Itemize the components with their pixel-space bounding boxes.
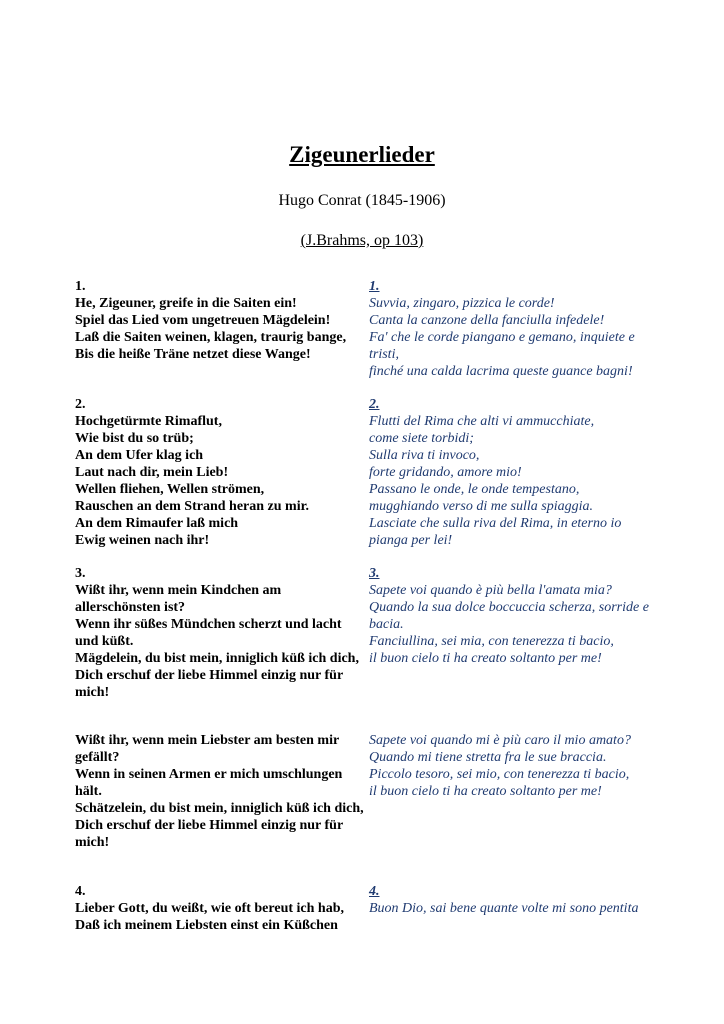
song-number-it: 1. — [369, 279, 380, 294]
verse-line: Suvvia, zingaro, pizzica le corde! — [369, 296, 555, 311]
verse-line: forte gridando, amore mio! — [369, 465, 522, 480]
italian-text-1 — [369, 278, 659, 380]
song-number-de: 4. — [75, 884, 86, 899]
verse-line: Wißt ihr, wenn mein Liebster am besten mir gefällt? — [75, 733, 339, 765]
verse-line: Wie bist du so trüb; — [75, 431, 194, 446]
verse-line: Laut nach dir, mein Lieb! — [75, 465, 229, 480]
song-number-it: 4. — [369, 884, 380, 899]
verse-line: Rauschen an dem Strand heran zu mir. — [75, 499, 310, 514]
verse-line: Fa' che le corde piangano e gemano, inquiete e tristi, — [369, 330, 635, 362]
verse-line: An dem Ufer klag ich — [75, 448, 204, 463]
verse-line: Flutti del Rima che alti vi ammucchiate, — [369, 414, 595, 429]
verse-line: Daß ich meinem Liebsten einst ein Küßchen — [75, 918, 338, 933]
verse-line: Sapete voi quando è più bella l'amata mia? — [369, 583, 612, 598]
verse-line: Lasciate che sulla riva del Rima, in eterno io pianga per lei! — [369, 516, 622, 548]
verse-line: come siete torbidi; — [369, 431, 474, 446]
verse-line: Passano le onde, le onde tempestano, — [369, 482, 580, 497]
german-text-2 — [75, 396, 365, 549]
verse-line: Spiel das Lied vom ungetreuen Mägdelein! — [75, 313, 331, 328]
verse-line: Piccolo tesoro, sei mio, con tenerezza ti bacio, — [369, 767, 630, 782]
verse-line: il buon cielo ti ha creato soltanto per me! — [369, 651, 602, 666]
german-text-4 — [75, 883, 365, 934]
opus-line: (J.Brahms, op 103) — [300, 232, 424, 249]
verse-line: Dich erschuf der liebe Himmel einzig nur für mich! — [75, 818, 343, 850]
verse-line: Schätzelein, du bist mein, inniglich küß ich dich, — [75, 801, 364, 816]
verse-line: Bis die heiße Träne netzet diese Wange! — [75, 347, 311, 362]
verse-line: mugghiando verso di me sulla spiaggia. — [369, 499, 593, 514]
german-text-3 — [75, 565, 365, 701]
italian-text-3b — [369, 732, 659, 800]
author-line: Hugo Conrat (1845-1906) — [278, 192, 446, 209]
verse-line: Canta la canzone della fanciulla infedele! — [369, 313, 605, 328]
italian-text-4 — [369, 883, 659, 917]
page-title: Zigeunerlieder — [289, 142, 435, 167]
verse-line: Fanciullina, sei mia, con tenerezza ti bacio, — [369, 634, 614, 649]
verse-line: Lieber Gott, du weißt, wie oft bereut ich hab, — [75, 901, 344, 916]
song-number-de: 2. — [75, 397, 86, 412]
verse-line: Hochgetürmte Rimaflut, — [75, 414, 222, 429]
german-text-3b — [75, 732, 365, 851]
verse-line: Ewig weinen nach ihr! — [75, 533, 210, 548]
verse-line: finché una calda lacrima queste guance bagni! — [369, 364, 633, 379]
song-number-it: 3. — [369, 566, 380, 581]
verse-line: Wellen fliehen, Wellen strömen, — [75, 482, 265, 497]
verse-line: Mägdelein, du bist mein, inniglich küß ich dich, — [75, 651, 359, 666]
verse-line: Buon Dio, sai bene quante volte mi sono pentita — [369, 901, 639, 916]
german-text-1 — [75, 278, 365, 363]
verse-line: Wenn ihr süßes Mündchen scherzt und lacht und küßt. — [75, 617, 342, 649]
verse-line: Wenn in seinen Armen er mich umschlungen hält. — [75, 767, 343, 799]
verse-line: Quando mi tiene stretta fra le sue braccia. — [369, 750, 607, 765]
verse-line: il buon cielo ti ha creato soltanto per me! — [369, 784, 602, 799]
verse-line: Sulla riva ti invoco, — [369, 448, 480, 463]
verse-line: He, Zigeuner, greife in die Saiten ein! — [75, 296, 297, 311]
song-number-it: 2. — [369, 397, 380, 412]
verse-line: An dem Rimaufer laß mich — [75, 516, 239, 531]
italian-text-3 — [369, 565, 659, 667]
italian-text-2 — [369, 396, 659, 549]
verse-line: Wißt ihr, wenn mein Kindchen am allerschönsten ist? — [75, 583, 282, 615]
verse-line: Dich erschuf der liebe Himmel einzig nur für mich! — [75, 668, 343, 700]
song-number-de: 1. — [75, 279, 86, 294]
verse-line: Laß die Saiten weinen, klagen, traurig bange, — [75, 330, 347, 345]
verse-line: Quando la sua dolce boccuccia scherza, sorride e bacia. — [369, 600, 649, 632]
verse-line: Sapete voi quando mi è più caro il mio amato? — [369, 733, 631, 748]
song-number-de: 3. — [75, 566, 86, 581]
